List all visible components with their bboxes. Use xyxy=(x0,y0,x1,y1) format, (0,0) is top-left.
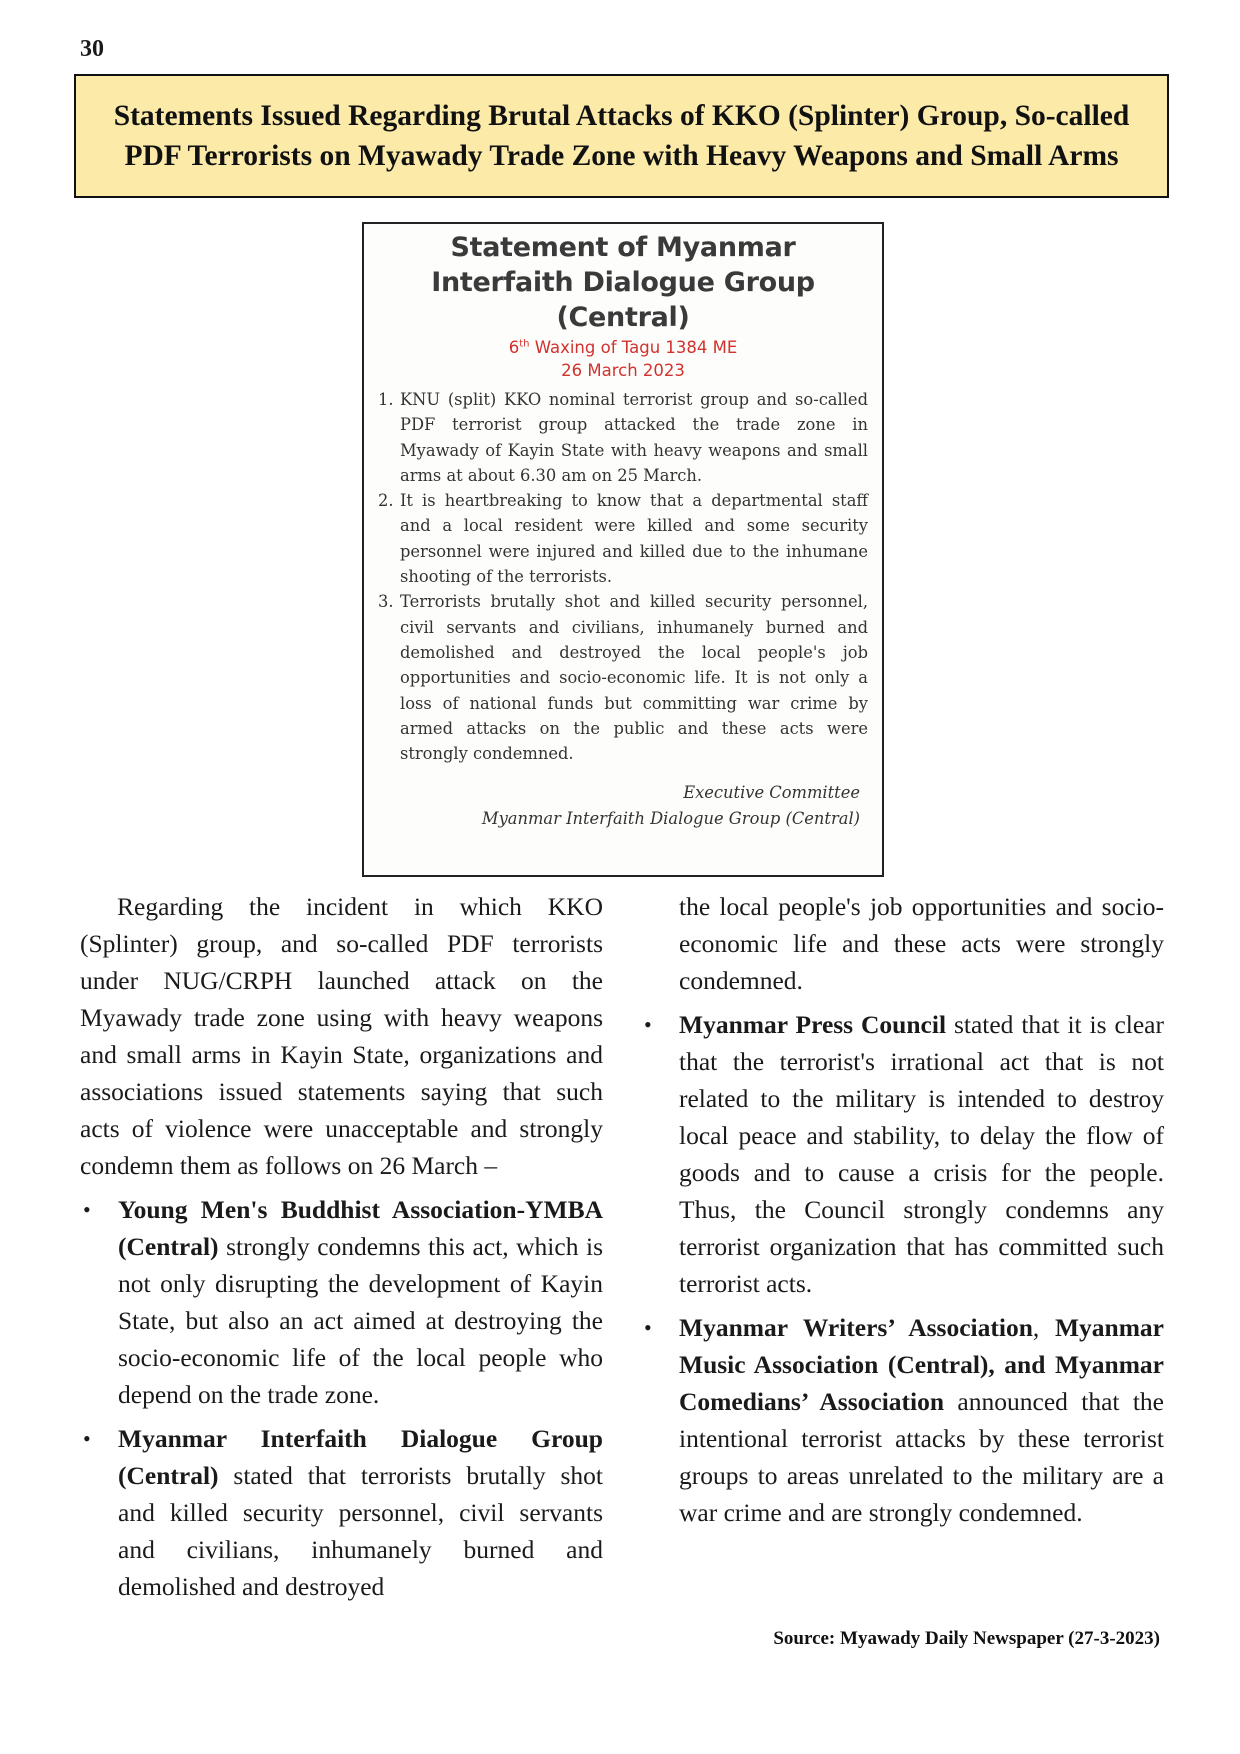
bullet-text: strongly condemns this act, which is not only disrupting the development of Kayin State, but also an act aimed at destroying the socio-economic life of the local people who depend on the trade zone. xyxy=(118,1232,603,1409)
bullet-text: stated that it is clear that the terrorist's irrational act that is not related to the military is intended to destroy local peace and stability, to delay the flow of goods and to cause a crisis for the people. Thus, the Council strongly condemns any terrorist organization that has committed such terrorist acts. xyxy=(679,1010,1164,1298)
clipping-item-number: 1. xyxy=(378,390,394,409)
clipping-item-text: Terrorists brutally shot and killed security personnel, civil servants and civilians, inhumanely burned and demolished and destroyed the local people's job opportunities and socio-economic life. It is not only a loss of national funds but committing war crime by armed attacks on the public and these acts were strongly condemned. xyxy=(400,592,868,764)
bullet-org-name: Myanmar Press Council xyxy=(679,1010,947,1039)
bullet-icon: • xyxy=(83,1197,91,1222)
date-ordinal-suffix: th xyxy=(519,338,530,350)
clipping-item-text: KNU (split) KKO nominal terrorist group and so-called PDF terrorist group attacked the trade zone in Myawady of Kayin State with heavy weapons and small arms at about 6.30 am on 25 March. xyxy=(400,390,868,485)
newspaper-clipping xyxy=(362,222,884,877)
signature-line-1: Executive Committee xyxy=(683,783,860,803)
page-number: 30 xyxy=(80,36,104,62)
intro-paragraph: Regarding the incident in which KKO (Splinter) group, and so-called PDF terrorists under NUG/CRPH launched attack on the Myawady trade zone using with heavy weapons and small arms in Kayin State, organizations and associations issued statements saying that such acts of violence were unacceptable and strongly condemn them as follows on 26 March – xyxy=(80,892,603,1180)
bullet-org-name: Myanmar Writers’ Association xyxy=(679,1313,1033,1342)
clipping-title-line-3: (Central) xyxy=(556,302,690,333)
continuation-paragraph: the local people's job opportunities and socio-economic life and these acts were strongly condemned. xyxy=(679,892,1164,995)
title-line-2: PDF Terrorists on Myawady Trade Zone with Heavy Weapons and Small Arms xyxy=(124,140,1119,172)
bullet-item-ymba xyxy=(80,1191,603,1413)
clipping-date-line-2: 26 March 2023 xyxy=(561,361,685,380)
bullet-icon: • xyxy=(83,1426,91,1451)
source-citation: Source: Myawady Daily Newspaper (27-3-2023) xyxy=(773,1628,1160,1649)
left-column xyxy=(80,888,603,1605)
bullet-icon: • xyxy=(644,1315,652,1340)
clipping-item-number: 3. xyxy=(378,592,394,612)
bullet-text: announced that the intentional terrorist attacks by these terrorist groups to areas unrelated to the military are a war crime and are strongly condemned. xyxy=(679,1387,1164,1527)
clipping-title-line-1: Statement of Myanmar xyxy=(450,232,796,263)
clipping-items xyxy=(378,387,868,766)
clipping-item-number: 2. xyxy=(378,491,394,511)
bullet-text: stated that terrorists brutally shot and killed security personnel, civil servants and civilians, inhumanely burned and demolished and destroyed xyxy=(118,1461,603,1601)
bullet-icon: • xyxy=(644,1012,652,1037)
clipping-item-text: It is heartbreaking to know that a departmental staff and a local resident were killed and some security personnel were injured and killed due to the inhumane shooting of the terrorists. xyxy=(400,491,868,587)
clipping-item xyxy=(378,589,868,766)
bullet-item-press-council xyxy=(641,1006,1164,1302)
clipping-date-line-1 xyxy=(364,337,882,358)
right-column xyxy=(641,888,1164,1531)
clipping-title-line-2: Interfaith Dialogue Group xyxy=(431,267,815,298)
clipping-header xyxy=(364,230,882,381)
title-line-1: Statements Issued Regarding Brutal Attacks of KKO (Splinter) Group, So-called xyxy=(113,100,1130,132)
clipping-item xyxy=(378,488,868,589)
date-rest: Waxing of Tagu 1384 ME xyxy=(529,338,738,357)
clipping-item xyxy=(378,387,868,488)
signature-line-2: Myanmar Interfaith Dialogue Group (Central) xyxy=(481,809,860,829)
bullet-separator: , xyxy=(1032,1313,1055,1342)
date-ordinal: 6 xyxy=(508,338,520,357)
bullet-item-interfaith xyxy=(80,1420,603,1605)
bullet-org-name: Young Men's Buddhist Association-YMBA (Central) xyxy=(118,1195,603,1261)
bullet-org-name: Myanmar Interfaith Dialogue Group (Central) xyxy=(118,1424,603,1490)
bullet-org-name: Myanmar Music Association (Central), and Myanmar Comedians’ Association xyxy=(679,1313,1164,1416)
title-banner xyxy=(74,74,1169,198)
clipping-signature xyxy=(364,780,860,832)
bullet-item-writers-association xyxy=(641,1309,1164,1531)
